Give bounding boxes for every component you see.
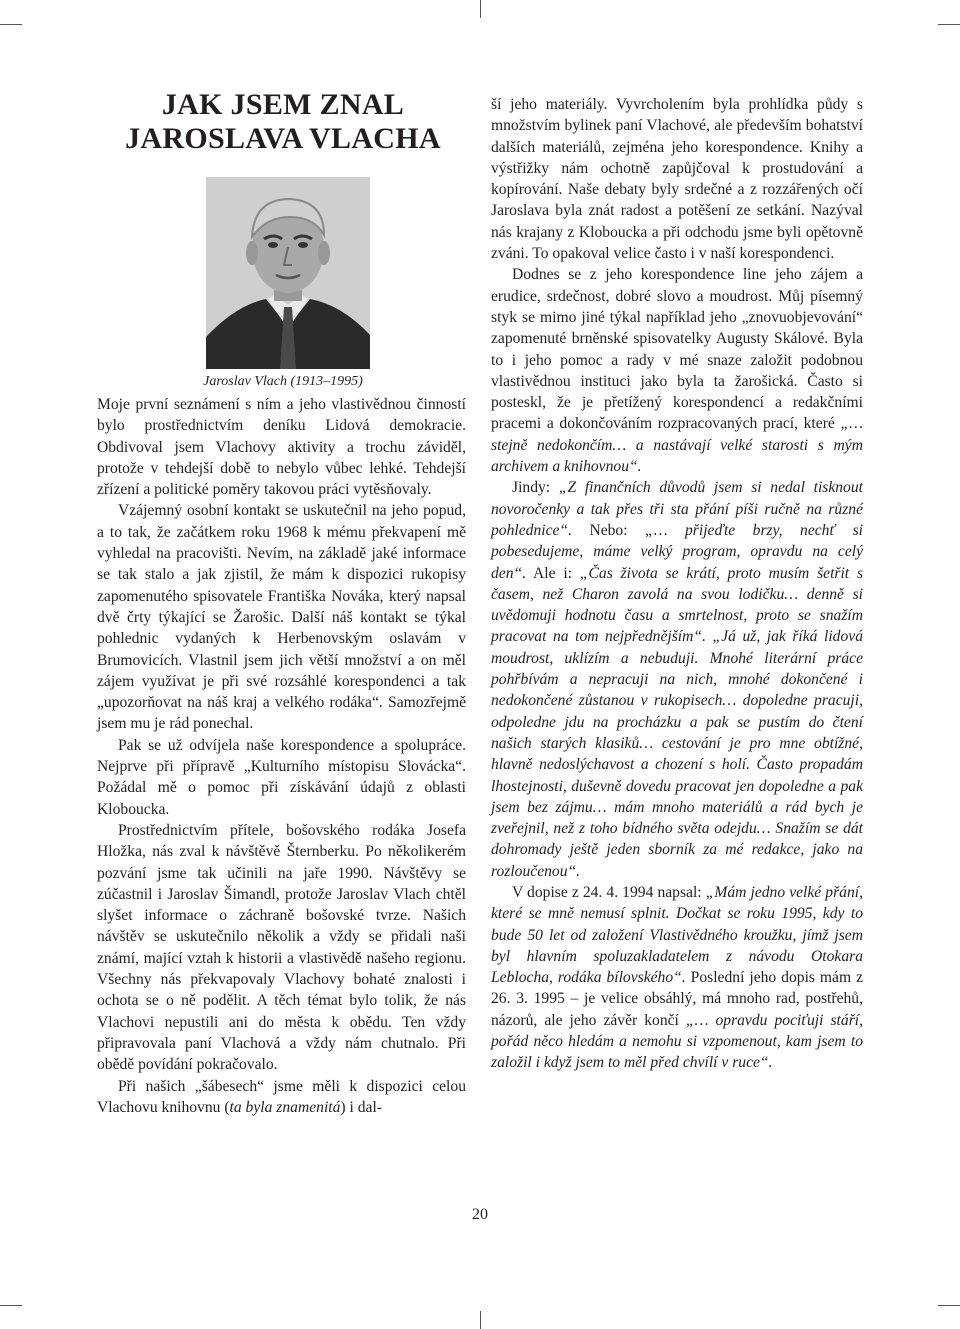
- article-title: [100, 88, 466, 156]
- left-paragraph-5-end: ) i dal-: [340, 1098, 382, 1116]
- left-paragraph-2: Vzájemný osobní kontakt se uskutečnil na jeho popud, a to tak, že začátkem roku 1968 k mému překvapení mě vyhledal na pracovišti. Nevím, na základě jaké informace se tak stalo a jak zjistil, že mám k dispozici rukopisy zapomenutého spisovatele Františka Nováka, který napsal dvě črty týkající se Žarošic. Další náš kontakt se týkal pohlednic vydaných k Herbenovským oslavám v Brumovicích. Vlastnil jsem jich větší množství a on měl zájem využívat je při své rozsáhlé korespondenci a tak „upozorňovat na náš kraj a velkého rodáka“. Samozřejmě jsem mu je rád ponechal.: [97, 502, 466, 733]
- right-paragraph-4-quote-2: „… opravdu pociťuji stáří, pořád něco hledám a nemohu si vzpomenout, kam jsem to založil i když jsem to měl před chvílí v ruce“.: [491, 1011, 863, 1072]
- right-paragraph-3-quote-2: „… přijeďte brzy, nechť si pobesedujeme, máme velký program, opravdu na celý den“.: [491, 521, 863, 582]
- right-paragraph-4-mid: Poslední jeho dopis mám z 26. 3. 1995 – je velice obsáhlý, má mnoho rad, postřehů, názorů, ale jeho závěr končí: [491, 969, 863, 1029]
- article-title-line-1: JAK JSEM ZNAL: [161, 88, 405, 121]
- article-title-line-2: JAROSLAVA VLACHA: [125, 122, 441, 155]
- right-column: [491, 94, 863, 1074]
- right-paragraph-3-mid-2: Ale i:: [526, 564, 580, 582]
- right-paragraph-3: [491, 477, 863, 882]
- portrait-photo: [206, 177, 370, 369]
- right-paragraph-3-quote-1: „Z finančních důvodů jsem si nedal tisknout novoročenky a tak přes tři sta přání píši ručně na různé pohlednice“.: [491, 479, 863, 539]
- photo-caption: Jaroslav Vlach (1913–1995): [203, 374, 363, 389]
- left-paragraph-3: Pak se už odvíjela naše korespondence a spolupráce. Nejprve při přípravě „Kulturního místopisu Slovácka“. Požádal mě o pomoc při získávání údajů z oblasti Kloboucka.: [97, 736, 466, 818]
- right-paragraph-4-quote-1: „Mám jedno velké přání, které se mně nemusí splnit. Dočkat se roku 1995, kdy to bude 50 let od založení Vlastivědného kroužku, jímž jsem byl hlavním spoluzakladatelem z návodu Otokara Leblocha, rodáka bílovského“.: [491, 883, 863, 987]
- left-paragraph-4: Prostřednictvím přítele, bošovského rodáka Josefa Hložka, nás zval k návštěvě Šternberku. Po několikerém pozvání jsme tak učinili na jaře 1990. Návštěvy se zúčastnil i Jaroslav Šimandl, protože Jaroslav Vlach chtěl slyšet informace o záchraně bošovské tvrze. Našich návštěv se uskutečnilo několik a vždy se přidali naši známí, mající vztah k historii a vlastivědě našeho regionu. Všechny nás překvapovaly Vlachovy bohaté znalosti i ochota se o ně podělit. A těch témat bylo tolik, že nás Vlachovi nepustili ani do města k obědu. Ten vždy připravovala paní Vlachová a vždy nám chutnalo. Při obědě povídání pokračovalo.: [97, 821, 466, 1074]
- crop-mark-top-left-vertical: [480, 0, 481, 18]
- crop-mark-top-right: [938, 24, 960, 25]
- crop-mark-bottom-left: [0, 1305, 22, 1306]
- crop-mark-top-left: [0, 24, 22, 25]
- crop-mark-bottom-right: [938, 1305, 960, 1306]
- right-paragraph-3-mid: Nebo:: [571, 521, 646, 539]
- right-paragraph-2-quote: „… stejně nedokončím… a nastávají velké starosti s mým archivem a knihovnou“.: [491, 415, 863, 476]
- right-paragraph-4-start: V dopise z 24. 4. 1994 napsal:: [512, 883, 706, 901]
- right-paragraph-3-quote-3: „Čas života se krátí, proto musím šetřit s časem, než Charon zavolá na svou lodičku… denně si uvědomuji hodnotu času a smrtelnost, proto se snažím pracovat na tom nejpřednějším“. „Já už, jak říká lidová moudrost, uklízím a nebuduji. Mnohé literární práce pohřbívám a nepracuji na nich, mnohé dokončené i nedokončené zůstanou v rukopisech… dopoledne pracuji, odpoledne jdu na procházku a pak se pustím do čtení našich starých klasiků… cestování je pro mne obtížné, hlavně nedoslýchavost a chození s holí. Často propadám lhostejnosti, duševně dovedu pracovat jen dopoledne a pak jsem bez zájmu… mám mnoho materiálů a rád bych je zveřejnil, než z toho bídného světa odejdu… Snažím se dát dohromady ještě jeden sborník za mé redakce, jako na rozloučenou“.: [491, 564, 864, 880]
- left-paragraph-5: [97, 1076, 466, 1119]
- right-paragraph-3-start: Jindy:: [512, 479, 559, 497]
- portrait-illustration: [206, 177, 370, 369]
- left-paragraph-5-italic: ta byla znamenitá: [229, 1098, 341, 1116]
- left-paragraph-1: Moje první seznámení s ním a jeho vlastivědnou činností bylo prostřednictvím deníku Lidová demokracie. Obdivoval jsem Vlachovy aktivity a trochu záviděl, protože v tehdejší době to nebylo vůbec lehké. Tehdejší zřízení a politické poměry takovou práci vytěsňovaly.: [97, 396, 466, 499]
- right-paragraph-2-start: Dodnes se z jeho korespondence line jeho zájem a erudice, srdečnost, dobré slovo a moudrost. Můj písemný styk se mimo jiné týkal například jeho „znovuobjevování“ zapomenuté brněnské spisovatelky Augusty Skálové. Byla to i jeho pomoc a rady v mé snaze založit podobnou vlastivědnou instituci jako byla ta žarošická. Často si posteskl, že je přetížený korespondencí a redakčními pracemi a dokončováním rozpracovaných prací, které: [491, 266, 863, 433]
- page-number: 20: [472, 1206, 488, 1223]
- right-paragraph-2: [491, 264, 863, 477]
- right-paragraph-1: ší jeho materiály. Vyvrcholením byla prohlídka půdy s množstvím bylinek paní Vlachové, ale především bohatství dalších materiálů, zejména jeho korespondence. Knihy a výstřižky nám ochotně zapůjčoval k prostudování a kopírování. Naše debaty byly srdečné a z rozzářených očí Jaroslava byla znát radost a potěšení ze setkání. Nazýval nás krajany z Kloboucka a při odchodu jsme byli opětovně zváni. To opakoval velice často i v naší korespondenci.: [491, 96, 863, 263]
- left-column: [97, 394, 466, 1118]
- left-paragraph-5-start: Při našich „šábesech“ jsme měli k dispozici celou Vlachovu knihovnu (: [97, 1077, 466, 1116]
- crop-mark-bottom-center: [480, 1311, 481, 1329]
- right-paragraph-4: [491, 882, 863, 1074]
